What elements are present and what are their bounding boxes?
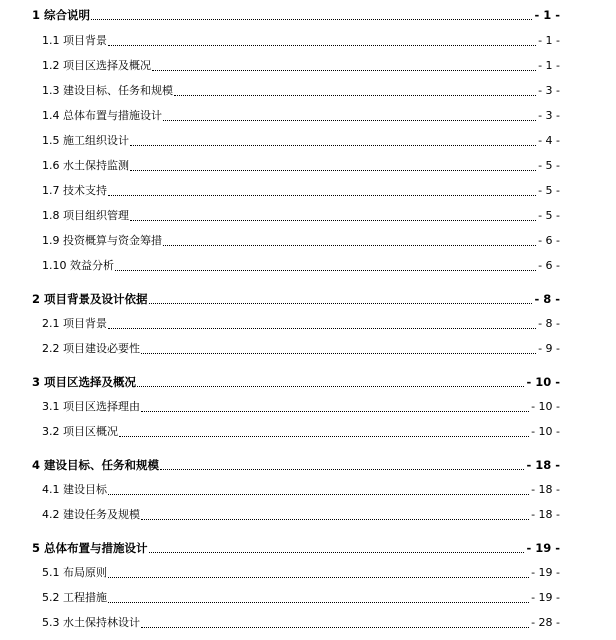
toc-section-1-4[interactable] (42, 105, 560, 125)
toc-entry-page: - 1 - (538, 34, 560, 47)
toc-entry-title: 3.2 项目区概况 (42, 425, 118, 438)
toc-entry-title: 4.1 建设目标 (42, 483, 107, 496)
toc-entry-page: - 28 - (531, 616, 560, 629)
toc-dot-leader (149, 302, 533, 304)
toc-entry-title: 1.4 总体布置与措施设计 (42, 109, 162, 122)
toc-entry-title: 2.1 项目背景 (42, 317, 107, 330)
toc-entry-page: - 6 - (538, 259, 560, 272)
toc-entry-title: 4.2 建设任务及规模 (42, 508, 140, 521)
toc-dot-leader (91, 18, 532, 20)
toc-entry-page: - 18 - (531, 508, 560, 521)
toc-section-5-2[interactable] (42, 587, 560, 607)
toc-section-3-2[interactable] (42, 421, 560, 441)
toc-dot-leader (108, 576, 529, 578)
toc-entry-page: - 19 - (531, 566, 560, 579)
toc-entry-title: 1.7 技术支持 (42, 184, 107, 197)
toc-dot-leader (108, 327, 536, 329)
toc-entry-title: 5 总体布置与措施设计 (32, 541, 148, 555)
toc-entry-page: - 1 - (538, 59, 560, 72)
toc-entry-title: 4 建设目标、任务和规模 (32, 458, 160, 472)
toc-entry-title: 1.8 项目组织管理 (42, 209, 129, 222)
toc-entry-title: 5.1 布局原则 (42, 566, 107, 579)
toc-entry-title: 3 项目区选择及概况 (32, 375, 137, 389)
toc-entry-title: 1.5 施工组织设计 (42, 134, 129, 147)
toc-entry-page: - 18 - (526, 458, 560, 472)
toc-chapter-2[interactable] (32, 288, 560, 308)
toc-entry-page: - 5 - (538, 209, 560, 222)
toc-entry-page: - 10 - (531, 400, 560, 413)
toc-section-5-3[interactable] (42, 612, 560, 632)
toc-section-1-3[interactable] (42, 80, 560, 100)
toc-entry-title: 1.3 建设目标、任务和规模 (42, 84, 173, 97)
toc-entry-title: 1.1 项目背景 (42, 34, 107, 47)
toc-dot-leader (108, 493, 529, 495)
toc-dot-leader (149, 551, 525, 553)
toc-entry-page: - 5 - (538, 159, 560, 172)
toc-dot-leader (137, 385, 524, 387)
toc-chapter-3[interactable] (32, 371, 560, 391)
toc-dot-leader (141, 352, 536, 354)
toc-entry-page: - 10 - (526, 375, 560, 389)
toc-entry-page: - 18 - (531, 483, 560, 496)
toc-entry-page: - 1 - (534, 8, 560, 22)
toc-section-1-9[interactable] (42, 230, 560, 250)
toc-dot-leader (130, 144, 536, 146)
toc-dot-leader (130, 169, 536, 171)
toc-entry-page: - 3 - (538, 109, 560, 122)
toc-entry-title: 3.1 项目区选择理由 (42, 400, 140, 413)
toc-dot-leader (130, 219, 536, 221)
toc-dot-leader (163, 244, 536, 246)
toc-section-1-8[interactable] (42, 205, 560, 225)
toc-section-1-7[interactable] (42, 180, 560, 200)
toc-entry-page: - 3 - (538, 84, 560, 97)
toc-dot-leader (108, 44, 536, 46)
toc-entry-title: 1.6 水土保持监测 (42, 159, 129, 172)
toc-section-1-2[interactable] (42, 55, 560, 75)
toc-entry-page: - 19 - (531, 591, 560, 604)
toc-dot-leader (108, 194, 536, 196)
toc-dot-leader (152, 69, 536, 71)
toc-entry-page: - 10 - (531, 425, 560, 438)
toc-section-2-1[interactable] (42, 313, 560, 333)
toc-section-5-1[interactable] (42, 562, 560, 582)
toc-section-4-2[interactable] (42, 504, 560, 524)
toc-entry-title: 1.9 投资概算与资金筹措 (42, 234, 162, 247)
toc-entry-title: 2.2 项目建设必要性 (42, 342, 140, 355)
toc-dot-leader (108, 601, 529, 603)
toc-chapter-1[interactable] (32, 4, 560, 24)
toc-chapter-5[interactable] (32, 537, 560, 557)
toc-dot-leader (141, 410, 529, 412)
toc-entry-page: - 8 - (538, 317, 560, 330)
toc-entry-page: - 4 - (538, 134, 560, 147)
toc-dot-leader (141, 518, 529, 520)
toc-entry-title: 1 综合说明 (32, 8, 91, 22)
toc-dot-leader (119, 435, 529, 437)
toc-dot-leader (174, 94, 536, 96)
toc-section-1-6[interactable] (42, 155, 560, 175)
toc-section-3-1[interactable] (42, 396, 560, 416)
toc-entry-title: 1.10 效益分析 (42, 259, 114, 272)
toc-dot-leader (141, 626, 529, 628)
toc-dot-leader (160, 468, 524, 470)
toc-entry-title: 5.3 水土保持林设计 (42, 616, 140, 629)
toc-entry-page: - 6 - (538, 234, 560, 247)
toc-entry-page: - 8 - (534, 292, 560, 306)
toc-section-2-2[interactable] (42, 338, 560, 358)
toc-entry-page: - 5 - (538, 184, 560, 197)
toc-entry-title: 5.2 工程措施 (42, 591, 107, 604)
toc-entry-title: 2 项目背景及设计依据 (32, 292, 148, 306)
toc-entry-page: - 9 - (538, 342, 560, 355)
toc-dot-leader (115, 269, 536, 271)
toc-chapter-4[interactable] (32, 454, 560, 474)
toc-entry-title: 1.2 项目区选择及概况 (42, 59, 151, 72)
toc-entry-page: - 19 - (526, 541, 560, 555)
toc-section-4-1[interactable] (42, 479, 560, 499)
toc-section-1-5[interactable] (42, 130, 560, 150)
toc-section-1-1[interactable] (42, 30, 560, 50)
toc-dot-leader (163, 119, 536, 121)
toc-section-1-10[interactable] (42, 255, 560, 275)
